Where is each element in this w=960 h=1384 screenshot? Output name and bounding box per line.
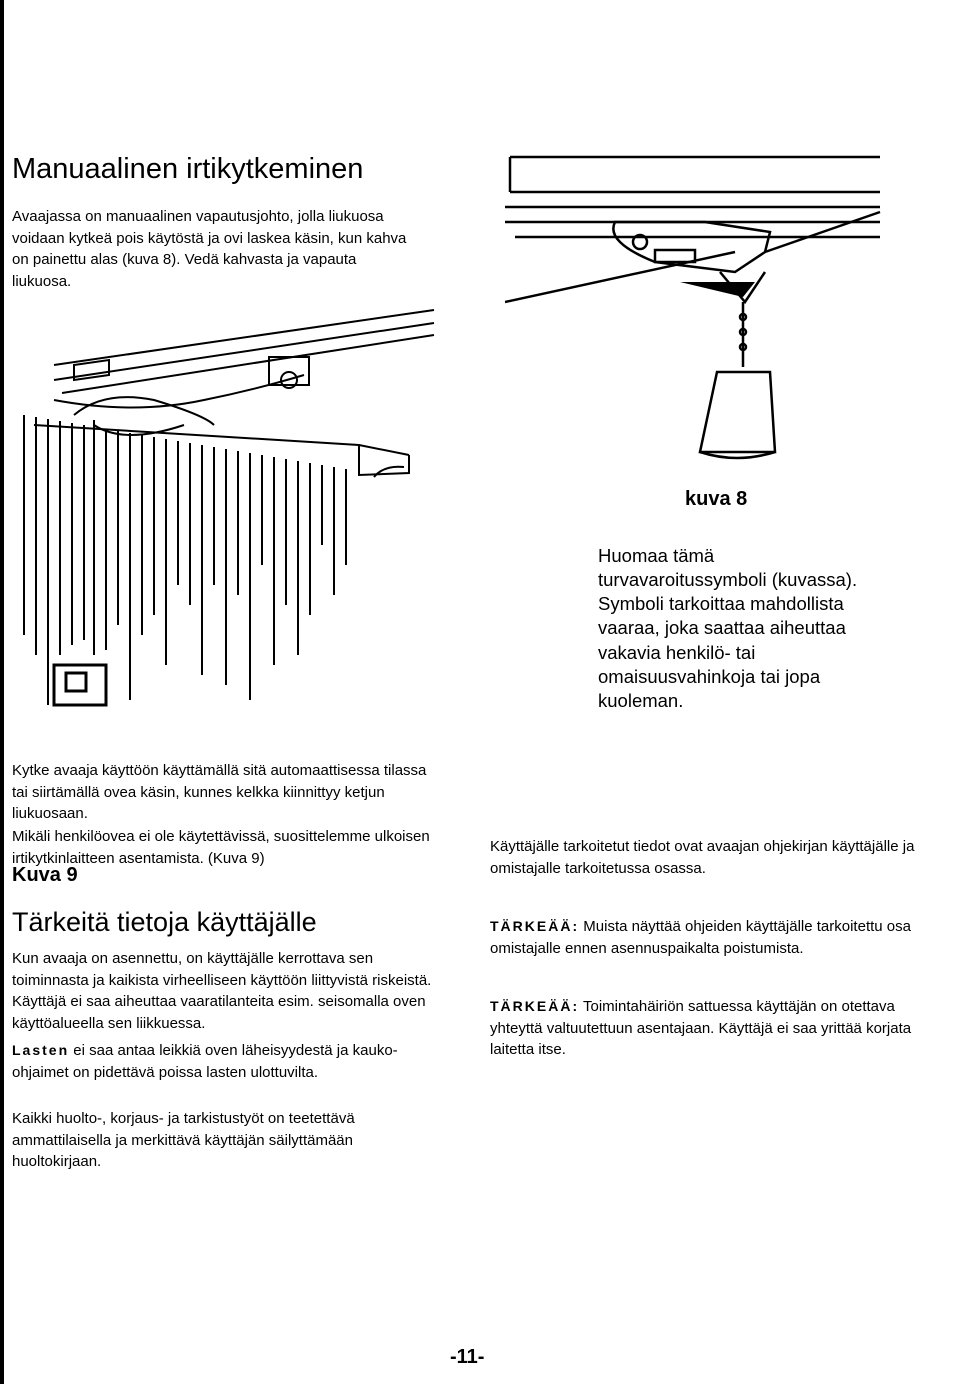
figure-8-caption: kuva 8 [685, 488, 748, 510]
section-title-manual-release: Manuaalinen irtikytkeminen [12, 153, 364, 185]
figure-9-caption: Kuva 9 [12, 864, 78, 886]
important-text-1: Muista näyttää ohjeiden käyttäjälle tarkoitettu osa omistajalle ennen asennuspaikalta poistumista. [490, 918, 911, 957]
rail-carriage-illustration [505, 152, 885, 477]
important-label-1: TÄRKEÄÄ: [490, 918, 580, 934]
engage-opener-paragraph: Kytke avaaja käyttöön käyttämällä sitä automaattisessa tilassa tai siirtämällä ovea käsin, kunnes kelkka kiinnittyy ketjun liukuosaan. [12, 762, 427, 822]
intro-paragraph: Avaajassa on manuaalinen vapautusjohto, jolla liukuosa voidaan kytkeä pois käytöstä ja ovi laskea käsin, kun kahva on painettu alas (kuva 8). Vedä kahvasta ja vapauta liukuosa. [12, 208, 407, 290]
section-title-user-info: Tärkeitä tietoja käyttäjälle [12, 907, 317, 937]
important-note-2 [490, 996, 940, 1061]
release-handle-icon [54, 665, 106, 705]
children-warning-paragraph [12, 1040, 432, 1083]
service-paragraph: Kaikki huolto-, korjaus- ja tarkistustyöt on teetettävä ammattilaisella ja merkittävä käyttäjän säilyttämään huoltokirjaan. [12, 1110, 355, 1170]
children-label: Lasten [12, 1042, 70, 1058]
user-info-location-paragraph: Käyttäjälle tarkoitetut tiedot ovat avaajan ohjekirjan käyttäjälle ja omistajalle tarkoitetussa osassa. [490, 838, 915, 877]
page-number: -11- [450, 1346, 485, 1368]
external-release-paragraph: Mikäli henkilöovea ei ole käytettävissä, suosittelemme ulkoisen irtikytkinlaitteen asentamista. (Kuva 9) [12, 828, 430, 867]
figure-rail-release-handle [505, 152, 885, 477]
children-warning-text: ei saa antaa leikkiä oven läheisyydestä ja kauko-ohjaimet on pidettävä poissa lasten ulottuvilta. [12, 1042, 398, 1081]
user-instruction-paragraph: Kun avaaja on asennettu, on käyttäjälle kerrottava sen toiminnasta ja kaikista virheelliseen käyttöön liittyvistä riskeistä. Käyttäjä ei saa aiheuttaa vaaratilanteita esim. seisomalla oven käyttöalueella sen liikkuessa. [12, 950, 432, 1032]
figure-garage-door-release [14, 305, 444, 725]
page-left-border [0, 0, 4, 1384]
important-note-1 [490, 916, 930, 959]
safety-symbol-note: Huomaa tämä turvavaroitussymboli (kuvassa). Symboli tarkoittaa mahdollista vaaraa, joka saattaa aiheuttaa vakavia henkilö- tai omaisuusvahinkoja tai jopa kuoleman. [598, 544, 858, 712]
important-text-2: Toimintahäiriön sattuessa käyttäjän on otettava yhteyttä valtuutettuun asentajaan. Käyttäjä ei saa yrittää korjata laitetta itse. [490, 998, 912, 1058]
important-label-2: TÄRKEÄÄ: [490, 998, 580, 1014]
garage-door-illustration [14, 305, 444, 725]
